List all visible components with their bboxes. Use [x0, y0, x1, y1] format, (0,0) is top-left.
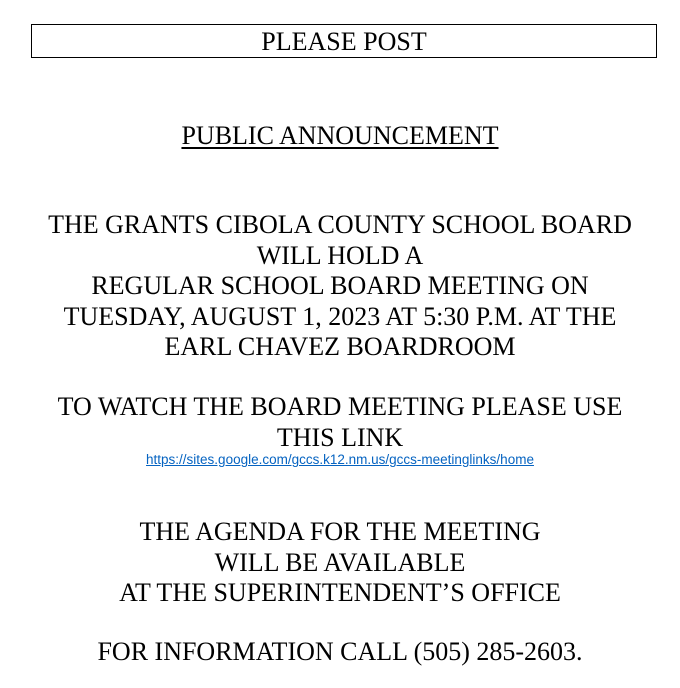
watch-line: TO WATCH THE BOARD MEETING PLEASE USE [57, 392, 623, 421]
agenda-notice [0, 517, 680, 609]
meeting-line: THE GRANTS CIBOLA COUNTY SCHOOL BOARD [48, 210, 632, 239]
contact-info-line: FOR INFORMATION CALL (505) 285-2603. [97, 637, 583, 666]
contact-info [0, 637, 680, 668]
agenda-line: THE AGENDA FOR THE MEETING [139, 517, 541, 546]
meeting-line: TUESDAY, AUGUST 1, 2023 AT 5:30 P.M. AT THE [63, 301, 617, 331]
announcement-heading-text: PUBLIC ANNOUNCEMENT [181, 121, 499, 150]
watch-instructions [0, 392, 680, 469]
meeting-line: EARL CHAVEZ BOARDROOM [164, 332, 516, 361]
meeting-line: WILL HOLD A [256, 240, 424, 270]
meeting-link[interactable]: https://sites.google.com/gccs.k12.nm.us/gccs-meetinglinks/home [146, 452, 534, 467]
agenda-line: AT THE SUPERINTENDENT’S OFFICE [119, 578, 561, 607]
meeting-details [0, 210, 680, 363]
agenda-line: WILL BE AVAILABLE [214, 547, 466, 577]
meeting-line: REGULAR SCHOOL BOARD MEETING ON [91, 271, 589, 300]
please-post-banner [31, 24, 657, 58]
announcement-heading [0, 120, 680, 152]
watch-line: THIS LINK [276, 422, 404, 452]
please-post-label: PLEASE POST [261, 27, 427, 56]
